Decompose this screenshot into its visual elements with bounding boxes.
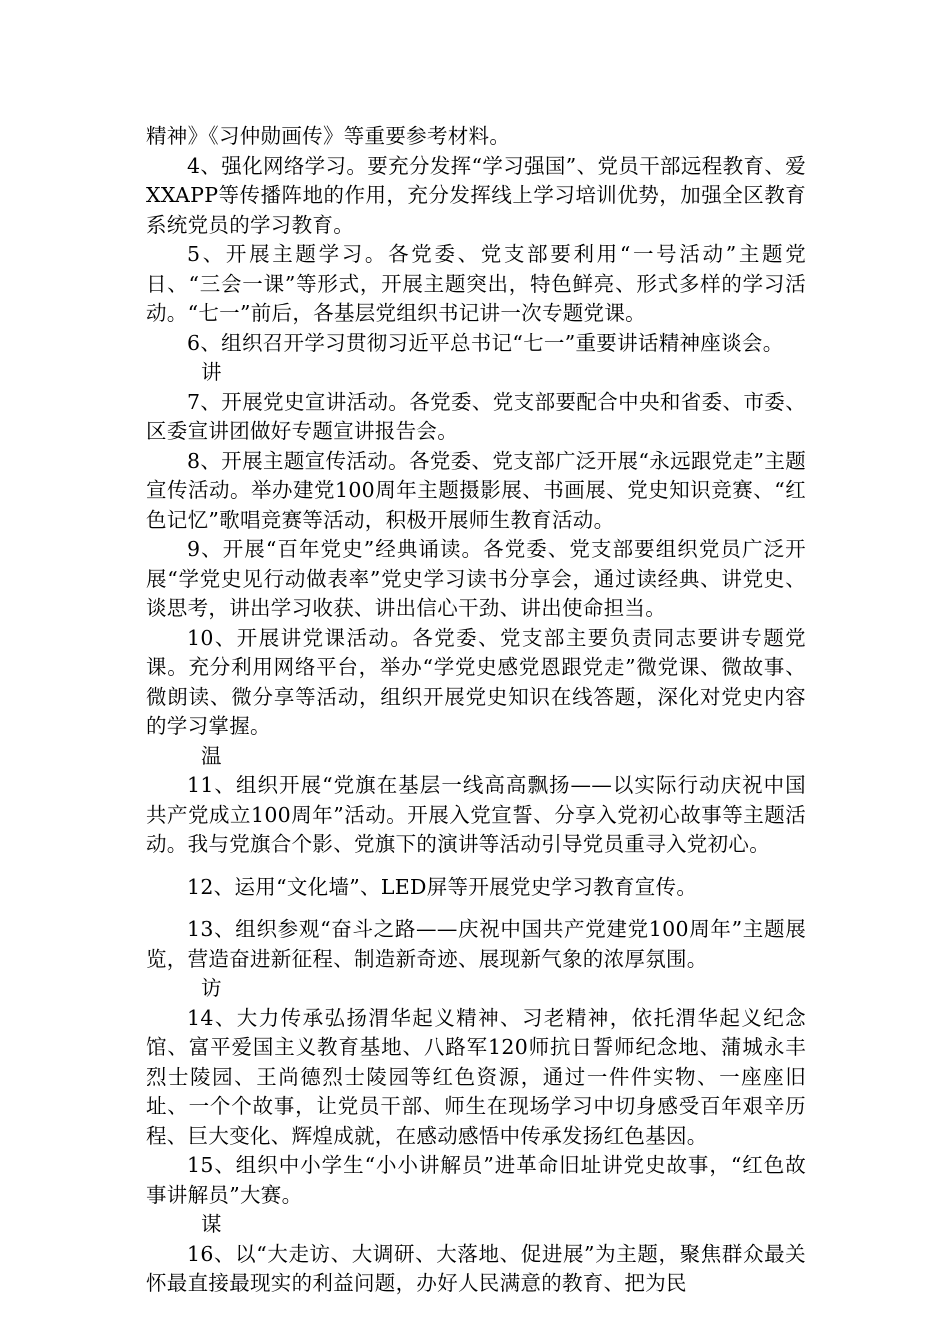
paragraph-item-11: 11、组织开展“党旗在基层一线高高飘扬——以实际行动庆祝中国共产党成立100周年”活动。开展入党宣誓、分享入党初心故事等主题活动。我与党旗合个影、党旗下的演讲等活动引导党员重寻入党初心。	[146, 773, 806, 856]
paragraph-item-5: 5、开展主题学习。各党委、党支部要利用“一号活动”主题党日、“三会一课”等形式，开展主题突出，特色鲜亮、形式多样的学习活动。“七一”前后，各基层党组织书记讲一次专题党课。	[146, 242, 806, 325]
section-heading-jiang: 讲	[201, 360, 222, 384]
paragraph-item-16: 16、以“大走访、大调研、大落地、促进展”为主题，聚焦群众最关怀最直接最现实的利益问题，办好人民满意的教育、把为民	[146, 1241, 806, 1295]
paragraph-item-8: 8、开展主题宣传活动。各党委、党支部广泛开展“永远跟党走”主题宣传活动。举办建党100周年主题摄影展、书画展、党史知识竞赛、“红色记忆”歌唱竞赛等活动，积极开展师生教育活动。	[146, 448, 806, 532]
paragraph-item-13: 13、组织参观“奋斗之路——庆祝中国共产党建党100周年”主题展览，营造奋进新征程、制造新奇迹、展现新气象的浓厚氛围。	[146, 917, 806, 971]
paragraph-item-15: 15、组织中小学生“小小讲解员”进革命旧址讲党史故事，“红色故事讲解员”大赛。	[146, 1153, 806, 1207]
section-heading-wen: 温	[201, 743, 222, 768]
paragraph-item-9: 9、开展“百年党史”经典诵读。各党委、党支部要组织党员广泛开展“学党史见行动做表率”党史学习读书分享会，通过读经典、讲党史、谈思考，讲出学习收获、讲出信心干劲、讲出使命担当。	[146, 537, 806, 620]
paragraph-item-12: 12、运用“文化墙”、LED屏等开展党史学习教育宣传。	[187, 874, 698, 899]
section-heading-fang: 访	[201, 976, 222, 1000]
paragraph-item-4: 4、强化网络学习。要充分发挥“学习强国”、党员干部远程教育、爱XXAPP等传播阵地的作用，充分发挥线上学习培训优势，加强全区教育系统党员的学习教育。	[146, 153, 806, 237]
paragraph-item-7: 7、开展党史宣讲活动。各党委、党支部要配合中央和省委、市委、区委宣讲团做好专题宣讲报告会。	[146, 389, 806, 443]
paragraph-continuation: 精神》《习仲勋画传》等重要参考材料。	[146, 124, 511, 148]
section-heading-mou: 谋	[201, 1212, 222, 1236]
paragraph-item-6: 6、组织召开学习贯彻习近平总书记“七一”重要讲话精神座谈会。	[187, 330, 784, 355]
paragraph-item-14: 14、大力传承弘扬渭华起义精神、习老精神，依托渭华起义纪念馆、富平爱国主义教育基地、八路军120师抗日誓师纪念地、蒲城永丰烈士陵园、王尚德烈士陵园等红色资源，通过一件件实物、一座座旧址、一个个故事，让党员干部、师生在现场学习中切身感受百年艰辛历程、巨大变化、辉煌成就，在感动感悟中传承发扬红色基因。	[146, 1005, 806, 1148]
document-body	[146, 122, 806, 1299]
paragraph-item-10: 10、开展讲党课活动。各党委、党支部主要负责同志要讲专题党课。充分利用网络平台，举办“学党史感党恩跟党走”微党课、微故事、微朗读、微分享等活动，组织开展党史知识在线答题，深化对党史内容的学习掌握。	[146, 625, 806, 738]
